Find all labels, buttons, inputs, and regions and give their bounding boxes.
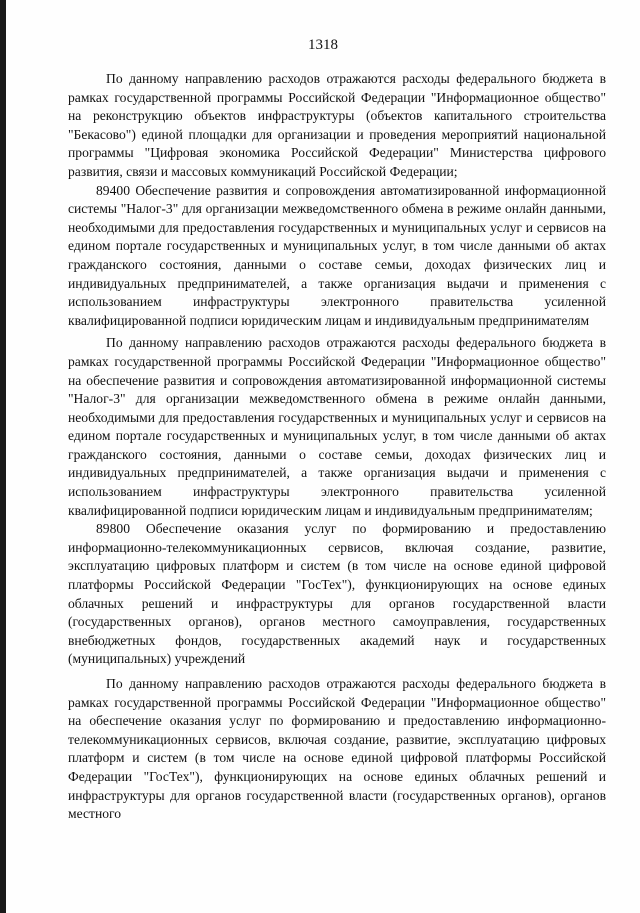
page-number: 1318 bbox=[308, 37, 338, 53]
document-body bbox=[68, 70, 606, 824]
paragraph-code-89800: 89800 Обеспечение оказания услуг по формированию и предоставлению информационно-телекоммуникационных сервисов, включая создание, развитие, эксплуатацию цифровых платформ и систем (в том числе на основе единой цифровой платформы Российской Федерации "ГосТех"), функционирующих на основе единых облачных решений и инфраструктуры для органов государственной власти (государственных органов), органов местного самоуправления, государственных внебюджетных фондов, государственных академий наук и государственных (муниципальных) учреждений bbox=[68, 521, 606, 667]
paragraph-code-89400: 89400 Обеспечение развития и сопровождения автоматизированной информационной системы "Налог-3" для организации межведомственного обмена в режиме онлайн данными, необходимыми для предоставления государственных и муниципальных услуг и сервисов на едином портале государственных и муниципальных услуг, в том числе данными об актах гражданского состояния, данными о составе семьи, доходах физических лиц и индивидуальных предпринимателей, а также организация выдачи и применения с использованием инфраструктуры электронного правительства усиленной квалифицированной подписи юридическим лицам и индивидуальным предпринимателям bbox=[68, 182, 606, 328]
paragraph-expense-description: По данному направлению расходов отражаются расходы федерального бюджета в рамках государственной программы Российской Федерации "Информационное общество" на реконструкцию объектов инфраструктуры (объектов капитального строительства "Бекасово") единой площадки для организации и проведения мероприятий национальной программы "Цифровая экономика Российской Федерации" Министерства цифрового развития, связи и массовых коммуникаций Российской Федерации; bbox=[68, 71, 606, 179]
paragraph-expense-description: По данному направлению расходов отражаются расходы федерального бюджета в рамках государственной программы Российской Федерации "Информационное общество" на обеспечение развития и сопровождения автоматизированной информационной системы "Налог-3" для организации межведомственного обмена в режиме онлайн данными, необходимыми для предоставления государственных и муниципальных услуг и сервисов на едином портале государственных и муниципальных услуг, в том числе данными об актах гражданского состояния, данными о составе семьи, доходах физических лиц и индивидуальных предпринимателей, а также организация выдачи и применения с использованием инфраструктуры электронного правительства усиленной квалифицированной подписи юридическим лицам и индивидуальным предпринимателям; bbox=[68, 335, 606, 518]
paragraph-expense-description: По данному направлению расходов отражаются расходы федерального бюджета в рамках государственной программы Российской Федерации "Информационное общество" на обеспечение оказания услуг по формированию и предоставлению информационно-телекоммуникационных сервисов, включая создание, развитие, эксплуатацию цифровых платформ и систем (в том числе на основе единой цифровой платформы Российской Федерации "ГосТех"), функционирующих на основе единых облачных решений и инфраструктуры для органов государственной власти (государственных органов), органов местного bbox=[68, 676, 606, 822]
